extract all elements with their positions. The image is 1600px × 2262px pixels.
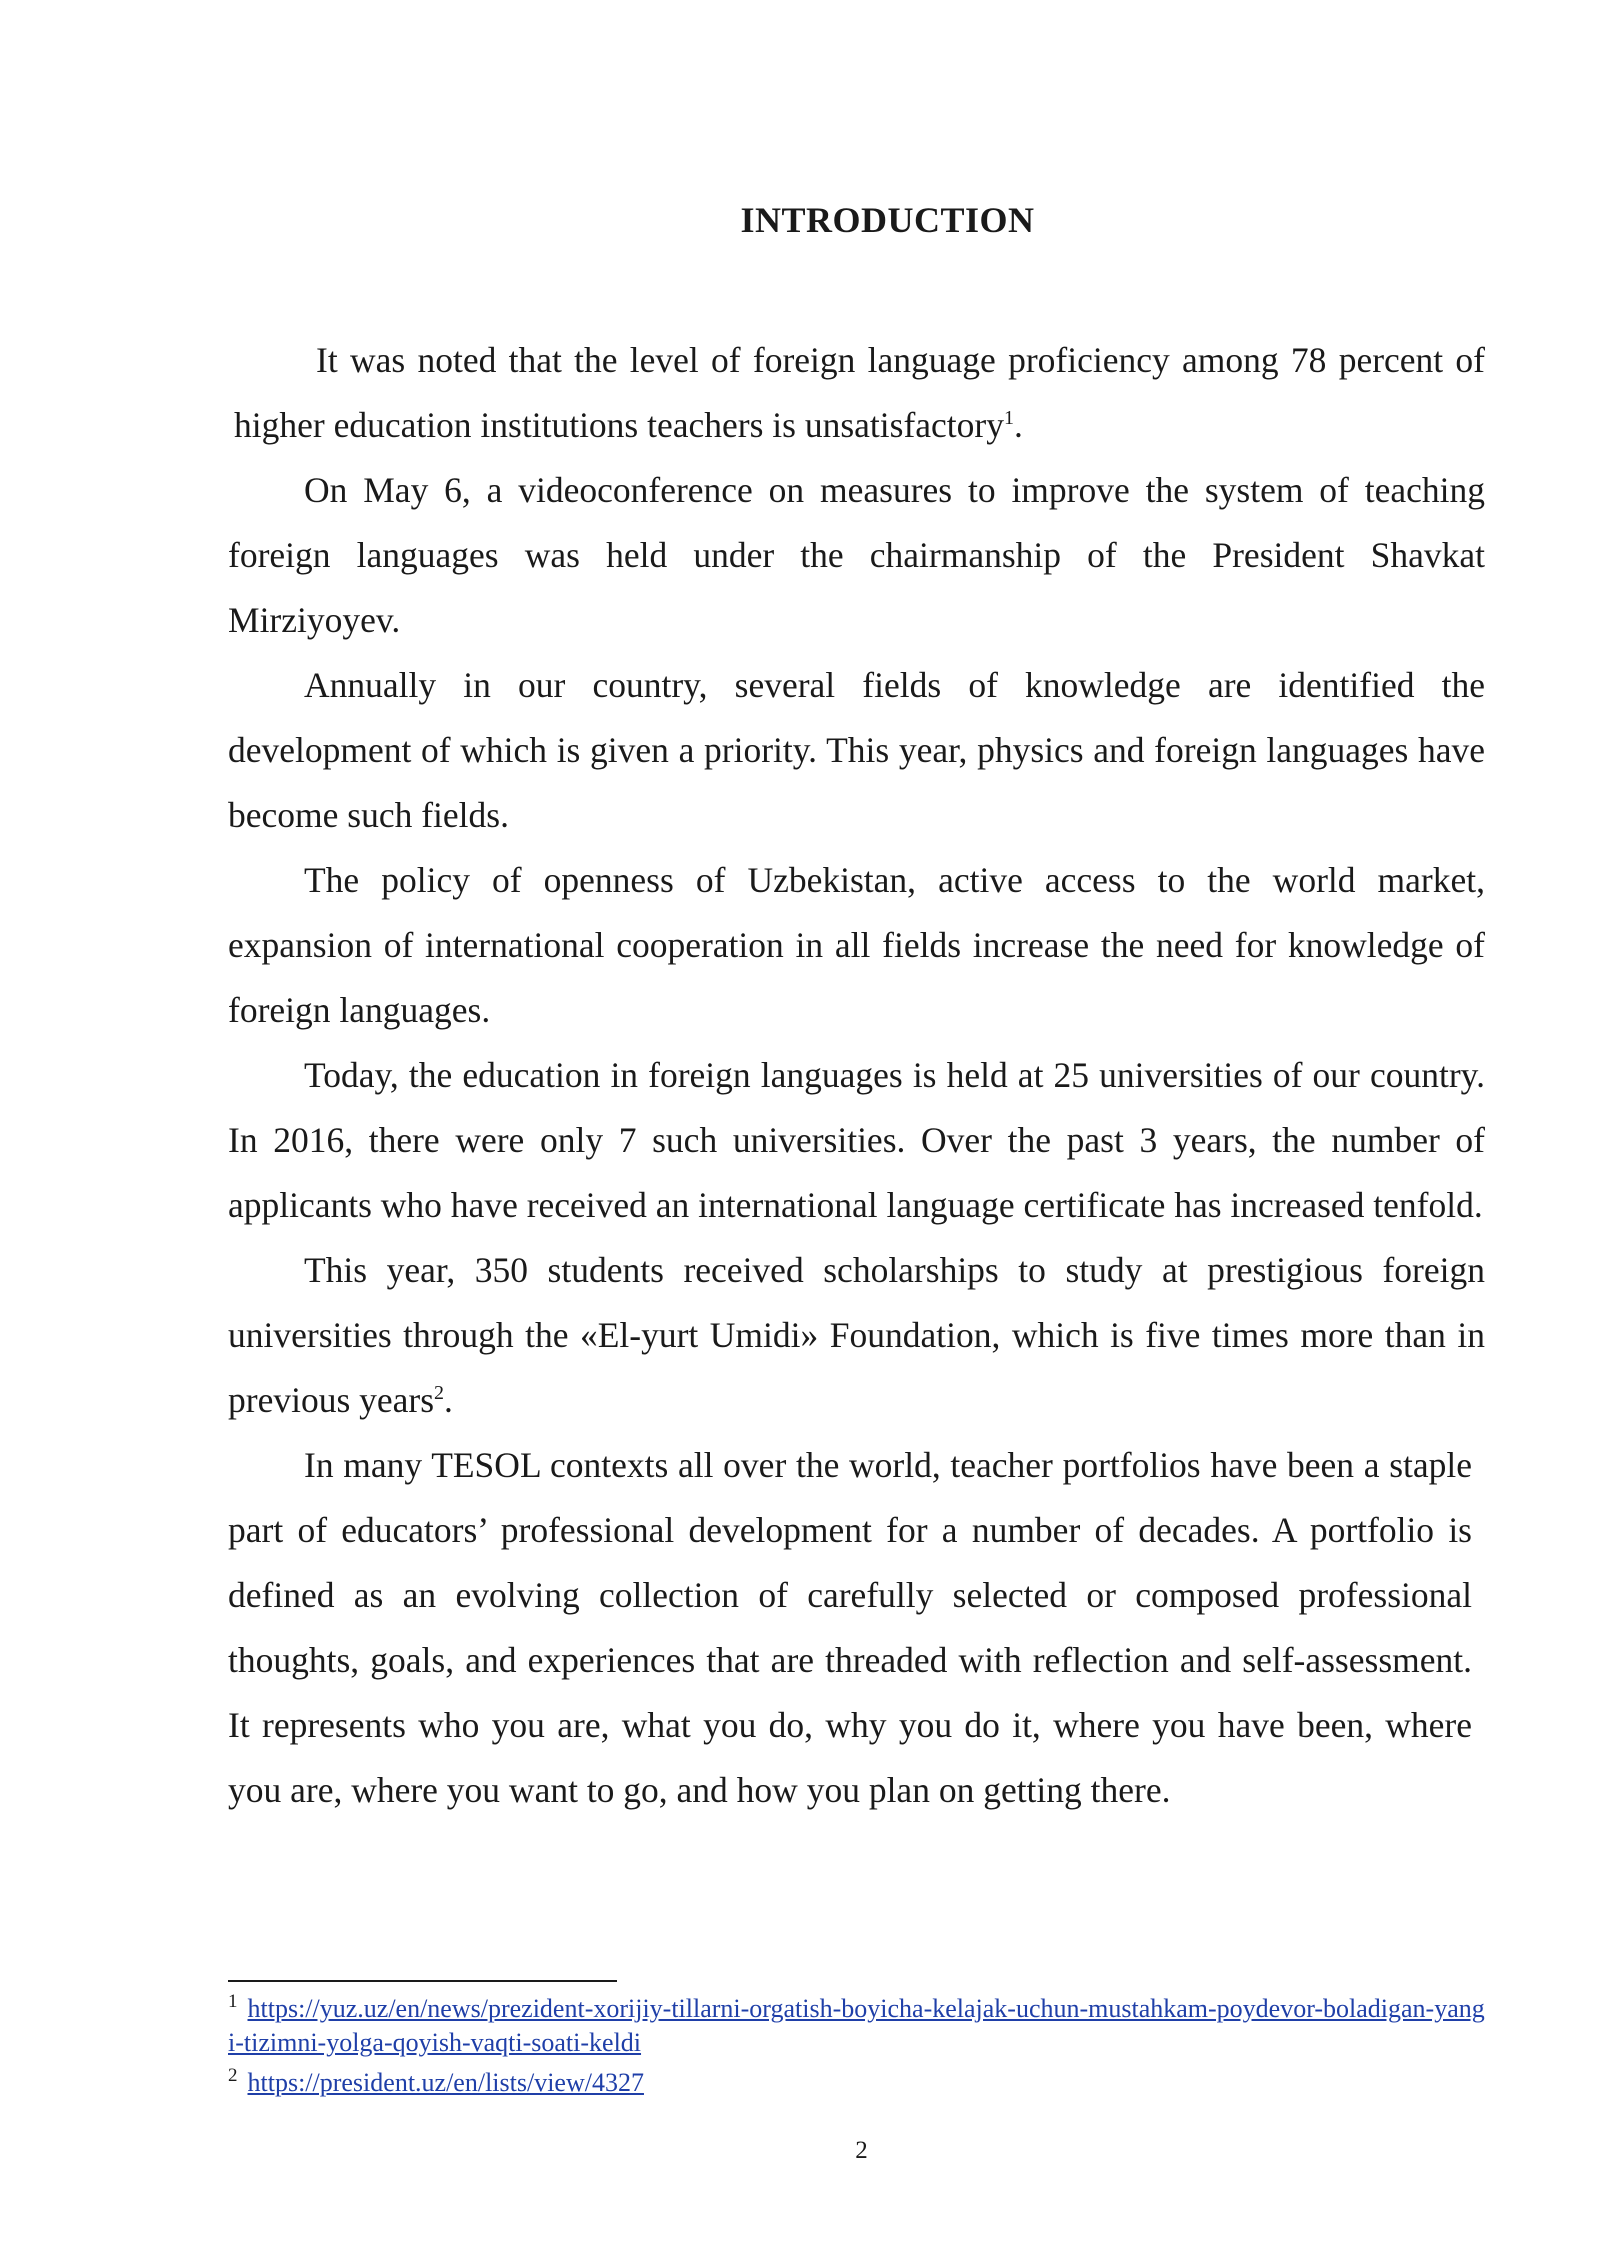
page-number: 2 (855, 2137, 868, 2164)
footnote-2 (228, 2066, 1488, 2100)
paragraph-proficiency (228, 328, 1485, 458)
paragraph-text: On May 6, a videoconference on measures to improve the system of teaching foreign languages was held under the chairmanship of the President Shavkat Mirziyoyev. (228, 470, 1485, 640)
paragraph-text: In many TESOL contexts all over the world, teacher portfolios have been a staple part of educators’ professional development for a number of decades. A portfolio is defined as an evolving collection of carefully selected or composed professional thoughts, goals, and experiences that are threaded with reflection and self-assessment. It represents who you are, what you do, why you do it, where you have been, where you are, where you want to go, and how you plan on getting there. (228, 1445, 1472, 1810)
footnote-separator (228, 1980, 617, 1982)
paragraph-priority-fields (228, 653, 1485, 848)
footnote-1 (228, 1992, 1488, 2060)
paragraph-text: This year, 350 students received scholarships to study at prestigious foreign universities through the «El-yurt Umidi» Foundation, which is five times more than in previous years (228, 1250, 1485, 1420)
footnote-number: 2 (228, 2065, 238, 2087)
paragraph-end: . (1013, 405, 1023, 445)
paragraph-text: The policy of openness of Uzbekistan, active access to the world market, expansion of international cooperation in all fields increase the need for knowledge of foreign languages. (228, 860, 1485, 1030)
paragraph-universities (228, 1043, 1485, 1238)
body-text (228, 328, 1485, 1823)
paragraph-text: Annually in our country, several fields of knowledge are identified the development of which is given a priority. This year, physics and foreign languages have become such fields. (228, 665, 1485, 835)
page-title: INTRODUCTION (740, 200, 1035, 240)
paragraph-scholarships (228, 1238, 1485, 1433)
paragraph-text: It was noted that the level of foreign language proficiency among 78 percent of higher education institutions teachers is unsatisfactory (234, 340, 1485, 445)
footnote-link-2[interactable]: https://president.uz/en/lists/view/4327 (247, 2068, 644, 2097)
paragraph-tesol-portfolios (228, 1433, 1472, 1823)
footnotes (228, 1992, 1488, 2106)
footnote-ref-1[interactable]: 1 (1003, 407, 1014, 430)
footnote-ref-2[interactable]: 2 (434, 1382, 445, 1405)
paragraph-openness-policy (228, 848, 1485, 1043)
paragraph-text: Today, the education in foreign languages is held at 25 universities of our country. In 2016, there were only 7 such universities. Over the past 3 years, the number of applicants who have received an international language certificate has increased tenfold. (228, 1055, 1485, 1225)
footnote-number: 1 (228, 1991, 238, 2013)
paragraph-end: . (444, 1380, 453, 1420)
paragraph-videoconference (228, 458, 1485, 653)
footnote-link-1[interactable]: https://yuz.uz/en/news/prezident-xorijiy-tillarni-orgatish-boyicha-kelajak-uchun-mustahkam-poydevor-boladigan-yangi-tizimni-yolga-qoyish-vaqti-soati-keldi (228, 1994, 1485, 2057)
